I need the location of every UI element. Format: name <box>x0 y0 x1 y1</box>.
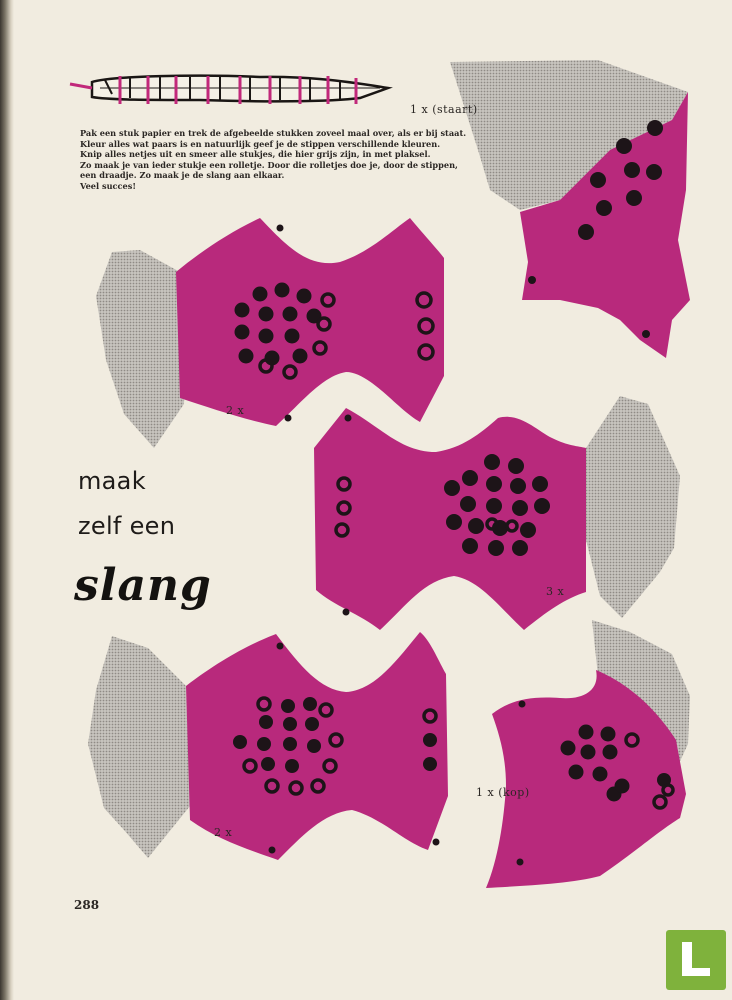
title-line-3: slang <box>74 560 212 611</box>
title-line-2: zelf een <box>78 512 176 540</box>
piece-middle-count-label: 3 x <box>546 585 565 598</box>
watermark-logo <box>666 930 726 990</box>
tail-count-label: 1 x (staart) <box>410 103 478 116</box>
logo-letter-foot <box>682 968 710 976</box>
instructions-text <box>80 128 475 192</box>
instructions-paragraph-3: Zo maak je van ieder stukje een rolletje. Door die rolletjes doe je, door de stippen, een draadje. Zo maak je de slang aan elkaar. <box>80 159 458 181</box>
body-piece-middle <box>314 396 680 630</box>
head-piece <box>486 620 690 888</box>
piece-bottom-count-label: 2 x <box>214 826 233 839</box>
head-count-label: 1 x (kop) <box>476 786 530 799</box>
instructions-paragraph-2: Knip alles netjes uit en smeer alle stukjes, die hier grijs zijn, in met plaksel. <box>80 149 431 160</box>
snake-preview-illustration <box>70 76 388 104</box>
tail-piece <box>450 60 690 358</box>
body-piece-bottom <box>88 632 448 860</box>
title-line-1: maak <box>78 467 146 495</box>
piece-top-count-label: 2 x <box>226 404 245 417</box>
page-number: 288 <box>74 898 100 912</box>
instructions-paragraph-4: Veel succes! <box>80 180 136 191</box>
instructions-paragraph-1: Pak een stuk papier en trek de afgebeelde stukken zoveel maal over, als er bij staat. Kleur alles wat paars is en natuurlijk geef je de stippen verschillende kleuren. <box>80 128 467 149</box>
body-piece-top <box>96 218 444 448</box>
